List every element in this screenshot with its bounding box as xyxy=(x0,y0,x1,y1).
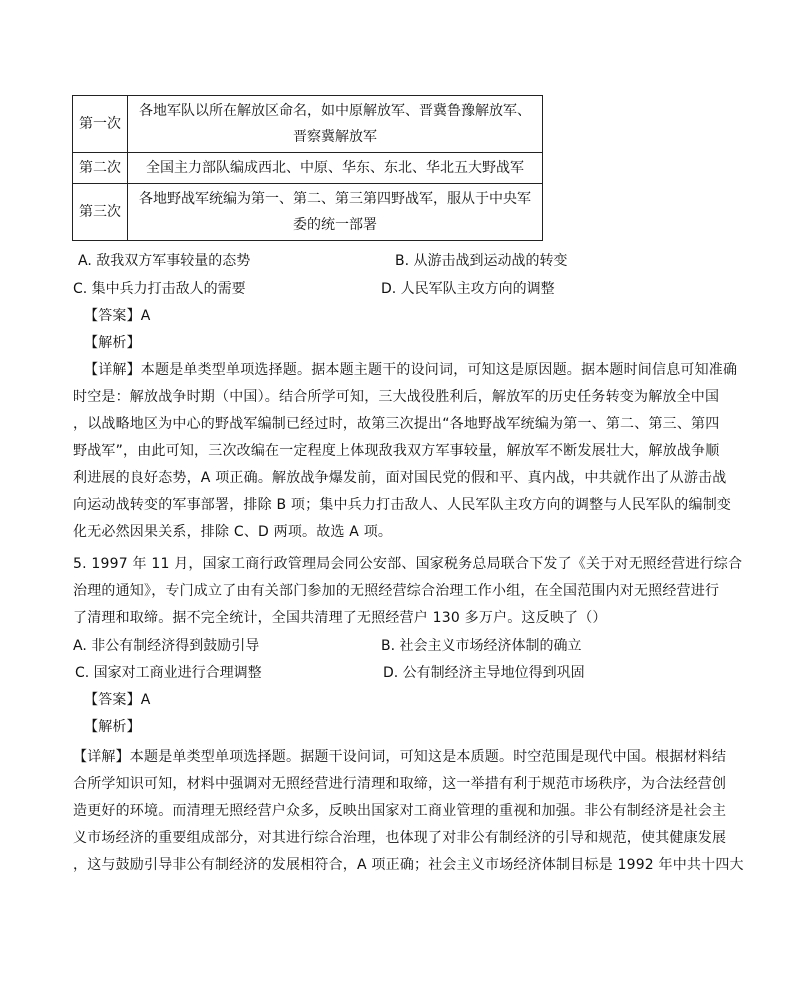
table-row xyxy=(73,96,543,153)
table-key: 第三次 xyxy=(73,184,128,241)
table-value: 各地军队以所在解放区命名，如中原解放军、晋冀鲁豫解放军、晋察冀解放军 xyxy=(128,96,543,153)
q5-detail-line: 【详解】本题是单类型单项选择题。据题干设问词，可知这是本质题。时空范围是现代中国。根据材料结 xyxy=(73,749,727,765)
q5-stem-line: 治理的通知》，专门成立了由有关部门参加的无照经营综合治理工作小组，在全国范围内对无照经营进行 xyxy=(73,583,720,599)
q5-analysis-heading: 【解析】 xyxy=(84,719,141,735)
q4-option-c: C. 集中兵力打击敌人的需要 xyxy=(73,281,246,297)
q4-option-b: B. 从游击战到运动战的转变 xyxy=(395,253,568,269)
q4-detail-line: ，以战略地区为中心的野战军编制已经过时，故第三次提出“各地野战军统编为第一、第二、第三、第四 xyxy=(73,416,720,432)
q5-option-b: B. 社会主义市场经济体制的确立 xyxy=(381,638,582,654)
table-row xyxy=(73,184,543,241)
table-key: 第二次 xyxy=(73,153,128,184)
reorganization-table xyxy=(72,95,543,241)
q5-stem-line: 5. 1997 年 11 月，国家工商行政管理局会同公安部、国家税务总局联合下发了《关于对无照经营进行综合 xyxy=(73,556,743,572)
q4-detail-line: 时空是：解放战争时期（中国）。结合所学可知，三大战役胜利后，解放军的历史任务转变为解放全中国 xyxy=(73,389,720,405)
q5-option-a: A. 非公有制经济得到鼓励引导 xyxy=(73,638,260,654)
q5-detail-line: 义市场经济的重要组成部分，对其进行综合治理，也体现了对非公有制经济的引导和规范，使其健康发展 xyxy=(73,830,727,846)
q5-option-c: C. 国家对工商业进行合理调整 xyxy=(75,665,262,681)
q5-detail-line: 造更好的环境。而清理无照经营户众多，反映出国家对工商业管理的重视和加强。非公有制经济是社会主 xyxy=(73,803,727,819)
table-row xyxy=(73,153,543,184)
q4-detail-line: 【详解】本题是单类型单项选择题。据本题主题干的设问词，可知这是原因题。据本题时间信息可知准确 xyxy=(84,362,738,378)
q4-answer: 【答案】A xyxy=(84,308,151,324)
q5-option-d: D. 公有制经济主导地位得到巩固 xyxy=(383,665,585,681)
q5-answer: 【答案】A xyxy=(84,692,151,708)
q5-stem-line: 了清理和取缔。据不完全统计，全国共清理了无照经营户 130 多万户。这反映了（） xyxy=(73,610,607,626)
q5-detail-line: 合所学知识可知，材料中强调对无照经营进行清理和取缔，这一举措有利于规范市场秩序，为合法经营创 xyxy=(73,776,727,792)
q4-analysis-heading: 【解析】 xyxy=(84,335,141,351)
q4-detail-line: 向运动战转变的军事部署，排除 B 项；集中兵力打击敌人、人民军队主攻方向的调整与人民军队的编制变 xyxy=(73,497,732,513)
table-value: 各地野战军统编为第一、第二、第三第四野战军，服从于中央军委的统一部署 xyxy=(128,184,543,241)
q4-detail-line: 化无必然因果关系，排除 C、D 两项。故选 A 项。 xyxy=(73,524,393,540)
table-key: 第一次 xyxy=(73,96,128,153)
q4-option-a: A. 敌我双方军事较量的态势 xyxy=(78,253,251,269)
q4-detail-line: 利进展的良好态势，A 项正确。解放战争爆发前，面对国民党的假和平、真内战，中共就作出了从游击战 xyxy=(73,470,727,486)
table-value: 全国主力部队编成西北、中原、华东、东北、华北五大野战军 xyxy=(128,153,543,184)
q5-detail-line: ，这与鼓励引导非公有制经济的发展相符合，A 项正确；社会主义市场经济体制目标是 1992 年中共十四大 xyxy=(73,857,744,873)
q4-option-d: D. 人民军队主攻方向的调整 xyxy=(381,281,555,297)
q4-detail-line: 野战军”，由此可知，三次改编在一定程度上体现敌我双方军事较量，解放军不断发展壮大，解放战争顺 xyxy=(73,443,720,459)
